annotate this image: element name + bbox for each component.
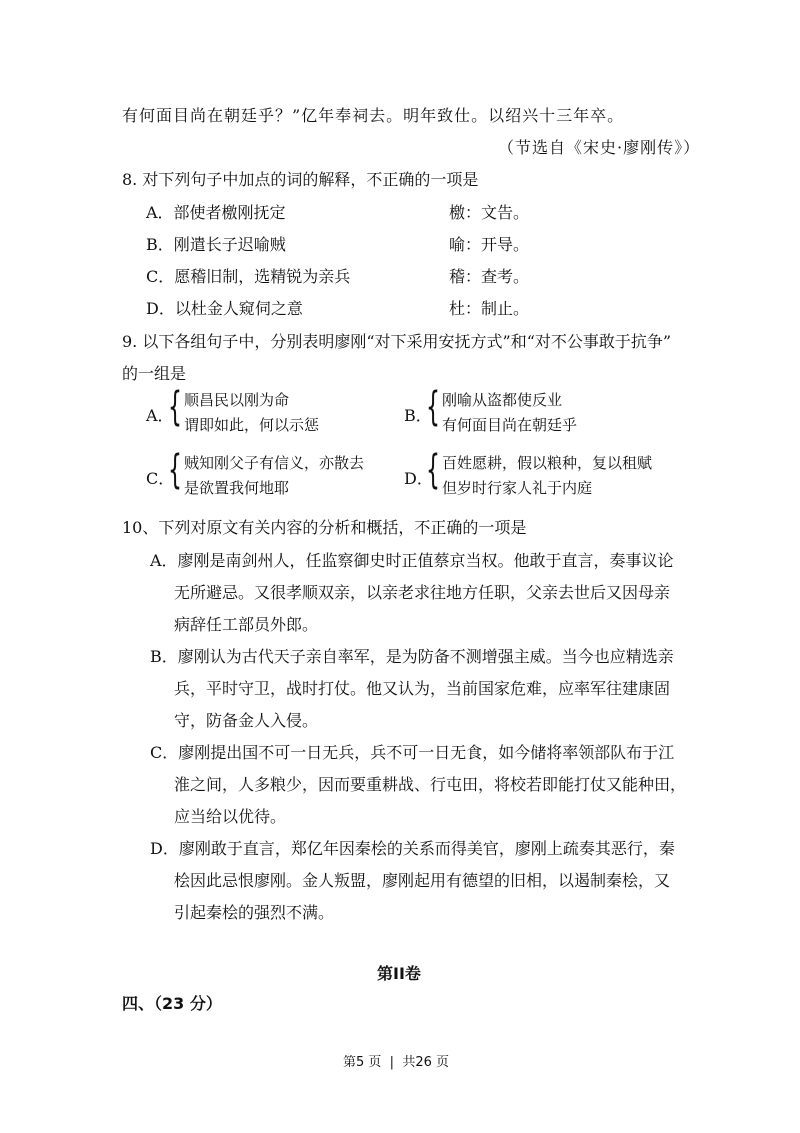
q10-option-c-line2: 淮之间，人多粮少，因而要重耕战、行屯田，将校若即能打仗又能种田， [174, 775, 687, 794]
question-8-stem: 8. 对下列句子中加点的词的解释，不正确的一项是 [122, 170, 479, 189]
q8-option-c: C．愿稽旧制，选精锐为亲兵 [146, 267, 351, 286]
q10-option-b-line1: B．廖刚认为古代天子亲自率军，是为防备不测增强主威。当今也应精选亲 [150, 647, 674, 666]
q10-option-a-line3: 病辞任工部员外郎。 [174, 615, 319, 634]
brace-icon: { [426, 447, 440, 493]
q9-option-c-line2: 是欲置我何地耶 [184, 479, 290, 497]
q9-option-c-letter: C． [146, 469, 175, 488]
question-10-stem: 10、下列对原文有关内容的分析和概括，不正确的一项是 [122, 518, 527, 537]
q10-option-a-line1: A．廖刚是南剑州人，任监察御史时正值蔡京当权。他敢于直言，奏事议论 [150, 551, 674, 570]
passage-last-line: 有何面目尚在朝廷乎？”亿年奉祠去。明年致仕。以绍兴十三年卒。 [122, 106, 625, 125]
q9-option-b-letter: B． [404, 406, 432, 425]
q9-option-d-line2: 但岁时行家人礼于内庭 [442, 479, 593, 497]
q10-option-c-line1: C．廖刚提出国不可一日无兵，兵不可一日无食，如今储将率领部队布于江 [150, 743, 675, 762]
q9-option-d-letter: D． [404, 469, 433, 488]
volume-heading: 第II卷 [377, 964, 421, 983]
q8-option-b: B．刚遣长子迟喻贼 [146, 235, 286, 254]
brace-icon: { [426, 384, 440, 430]
q8-option-a: A．部使者檄刚抚定 [146, 203, 286, 222]
question-9-stem-cont: 的一组是 [122, 364, 187, 383]
q9-option-d-line1: 百姓愿耕，假以粮种，复以租赋 [442, 454, 653, 472]
passage-source: （节选自《宋史·廖刚传》） [498, 138, 701, 157]
brace-icon: { [168, 384, 182, 430]
q10-option-d-line2: 桧因此忌恨廖刚。金人叛盟，廖刚起用有德望的旧相，以遏制秦桧，又 [174, 871, 671, 890]
q10-option-b-line2: 兵，平时守卫，战时打仗。他又认为，当前国家危难，应率军往建康固 [174, 679, 671, 698]
q9-option-c-line1: 贼知刚父子有信义，亦散去 [184, 454, 365, 472]
part-heading: 四、（23 分） [122, 994, 222, 1013]
q10-option-d-line1: D．廖刚敢于直言，郑亿年因秦桧的关系而得美官，廖刚上疏奏其恶行，秦 [150, 839, 675, 858]
q10-option-c-line3: 应当给以优待。 [174, 807, 287, 826]
page-footer: 第5 页 | 共26 页 [343, 1055, 449, 1070]
q8-option-d-gloss: 杜：制止。 [449, 299, 530, 318]
q10-option-a-line2: 无所避忌。又很孝顺双亲，以亲老求往地方任职，父亲去世后又因母亲 [174, 583, 671, 602]
q9-option-a-line1: 顺昌民以刚为命 [184, 391, 290, 409]
brace-icon: { [168, 447, 182, 493]
q9-option-a-line2: 谓即如此，何以示惩 [184, 416, 320, 434]
q8-option-b-gloss: 喻：开导。 [449, 235, 530, 254]
q10-option-b-line3: 守，防备金人入侵。 [174, 711, 319, 730]
q9-option-b-line2: 有何面目尚在朝廷乎 [442, 416, 578, 434]
q9-option-a-letter: A． [146, 406, 174, 425]
q9-option-b-line1: 刚喻从盗都使反业 [442, 391, 563, 409]
q8-option-a-gloss: 檄：文告。 [449, 203, 530, 222]
q8-option-d: D．以杜金人窥伺之意 [146, 299, 303, 318]
question-9-stem: 9. 以下各组句子中，分别表明廖刚“对下采用安抚方式”和“对不公事敢于抗争” [122, 332, 672, 351]
q10-option-d-line3: 引起秦桧的强烈不满。 [174, 903, 335, 922]
q8-option-c-gloss: 稽：查考。 [449, 267, 530, 286]
